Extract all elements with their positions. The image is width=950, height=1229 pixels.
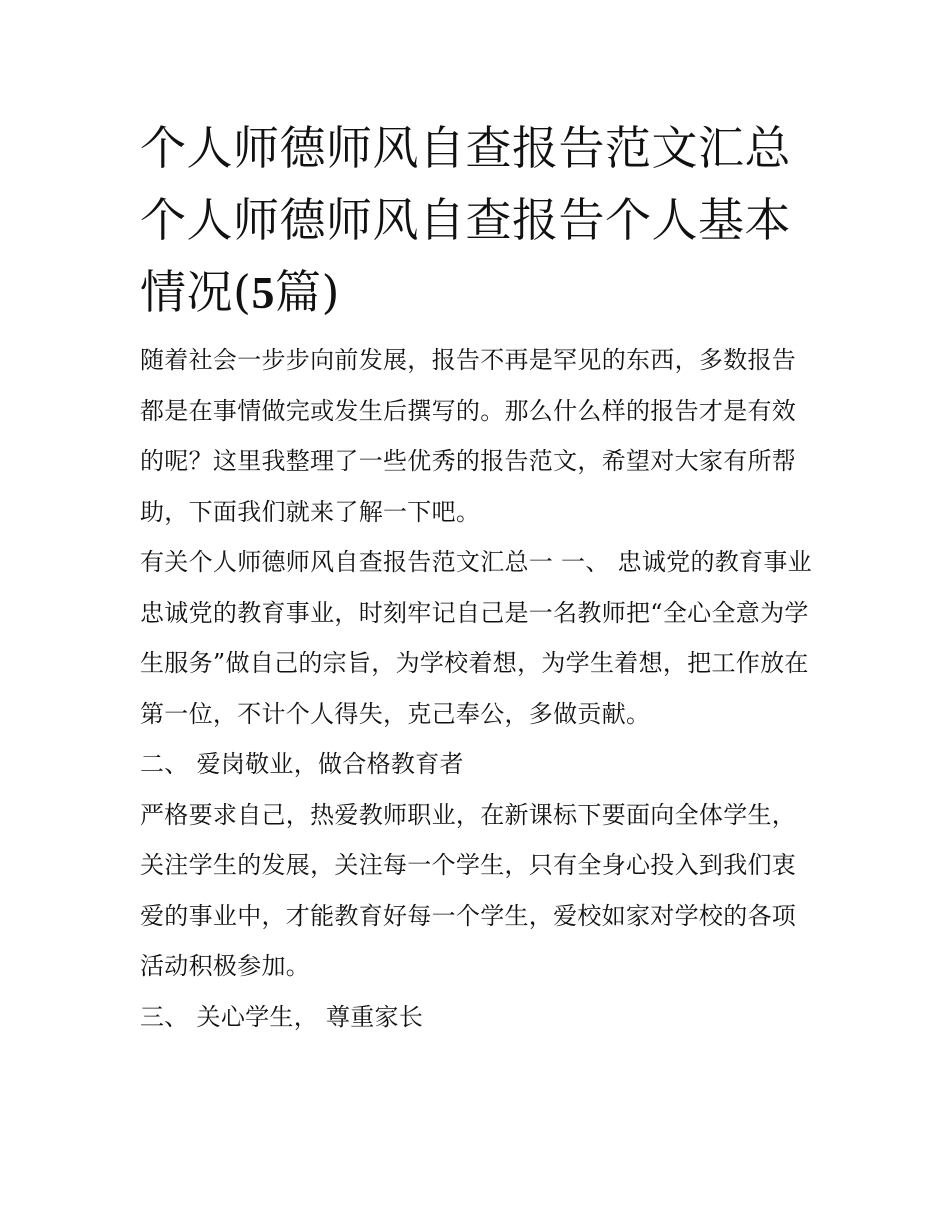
section-paragraph-1: 忠诚党的教育事业，时刻牢记自己是一名教师把“全心全意为学生服务”做自己的宗旨，为学校着想，为学生着想，把工作放在第一位，不计个人得失，克己奉公，多做贡献。: [140, 598, 809, 728]
section-paragraph-2: 严格要求自己，热爱教师职业，在新课标下要面向全体学生，关注学生的发展，关注每一个学生，只有全身心投入到我们衷爱的事业中，才能教育好每一个学生，爱校如家对学校的各项活动积极参加。: [140, 800, 797, 980]
document-body: [140, 112, 815, 1042]
section-heading-2: 二、 爱岗敬业，做合格教育者: [140, 750, 464, 778]
title-text-end: 篇): [274, 265, 340, 319]
section-heading-3: 三、 关心学生， 尊重家长: [140, 1002, 424, 1031]
intro-paragraph: 随着社会一步步向前发展，报告不再是罕见的东西，多数报告都是在事情做完或发生后撰写的。那么什么样的报告才是有效的呢？这里我整理了一些优秀的报告范文，希望对大家有所帮助，下面我们就来了解一下吧。: [140, 346, 797, 526]
section-heading-1: 有关个人师德师风自查报告范文汇总一 一、 忠诚党的教育事业: [140, 548, 812, 576]
title-text: 个人师德师风自查报告范文汇总 个人师德师风自查报告个人基本情况(: [140, 121, 791, 319]
title-count: 5: [251, 267, 275, 318]
document-title: [140, 112, 815, 329]
